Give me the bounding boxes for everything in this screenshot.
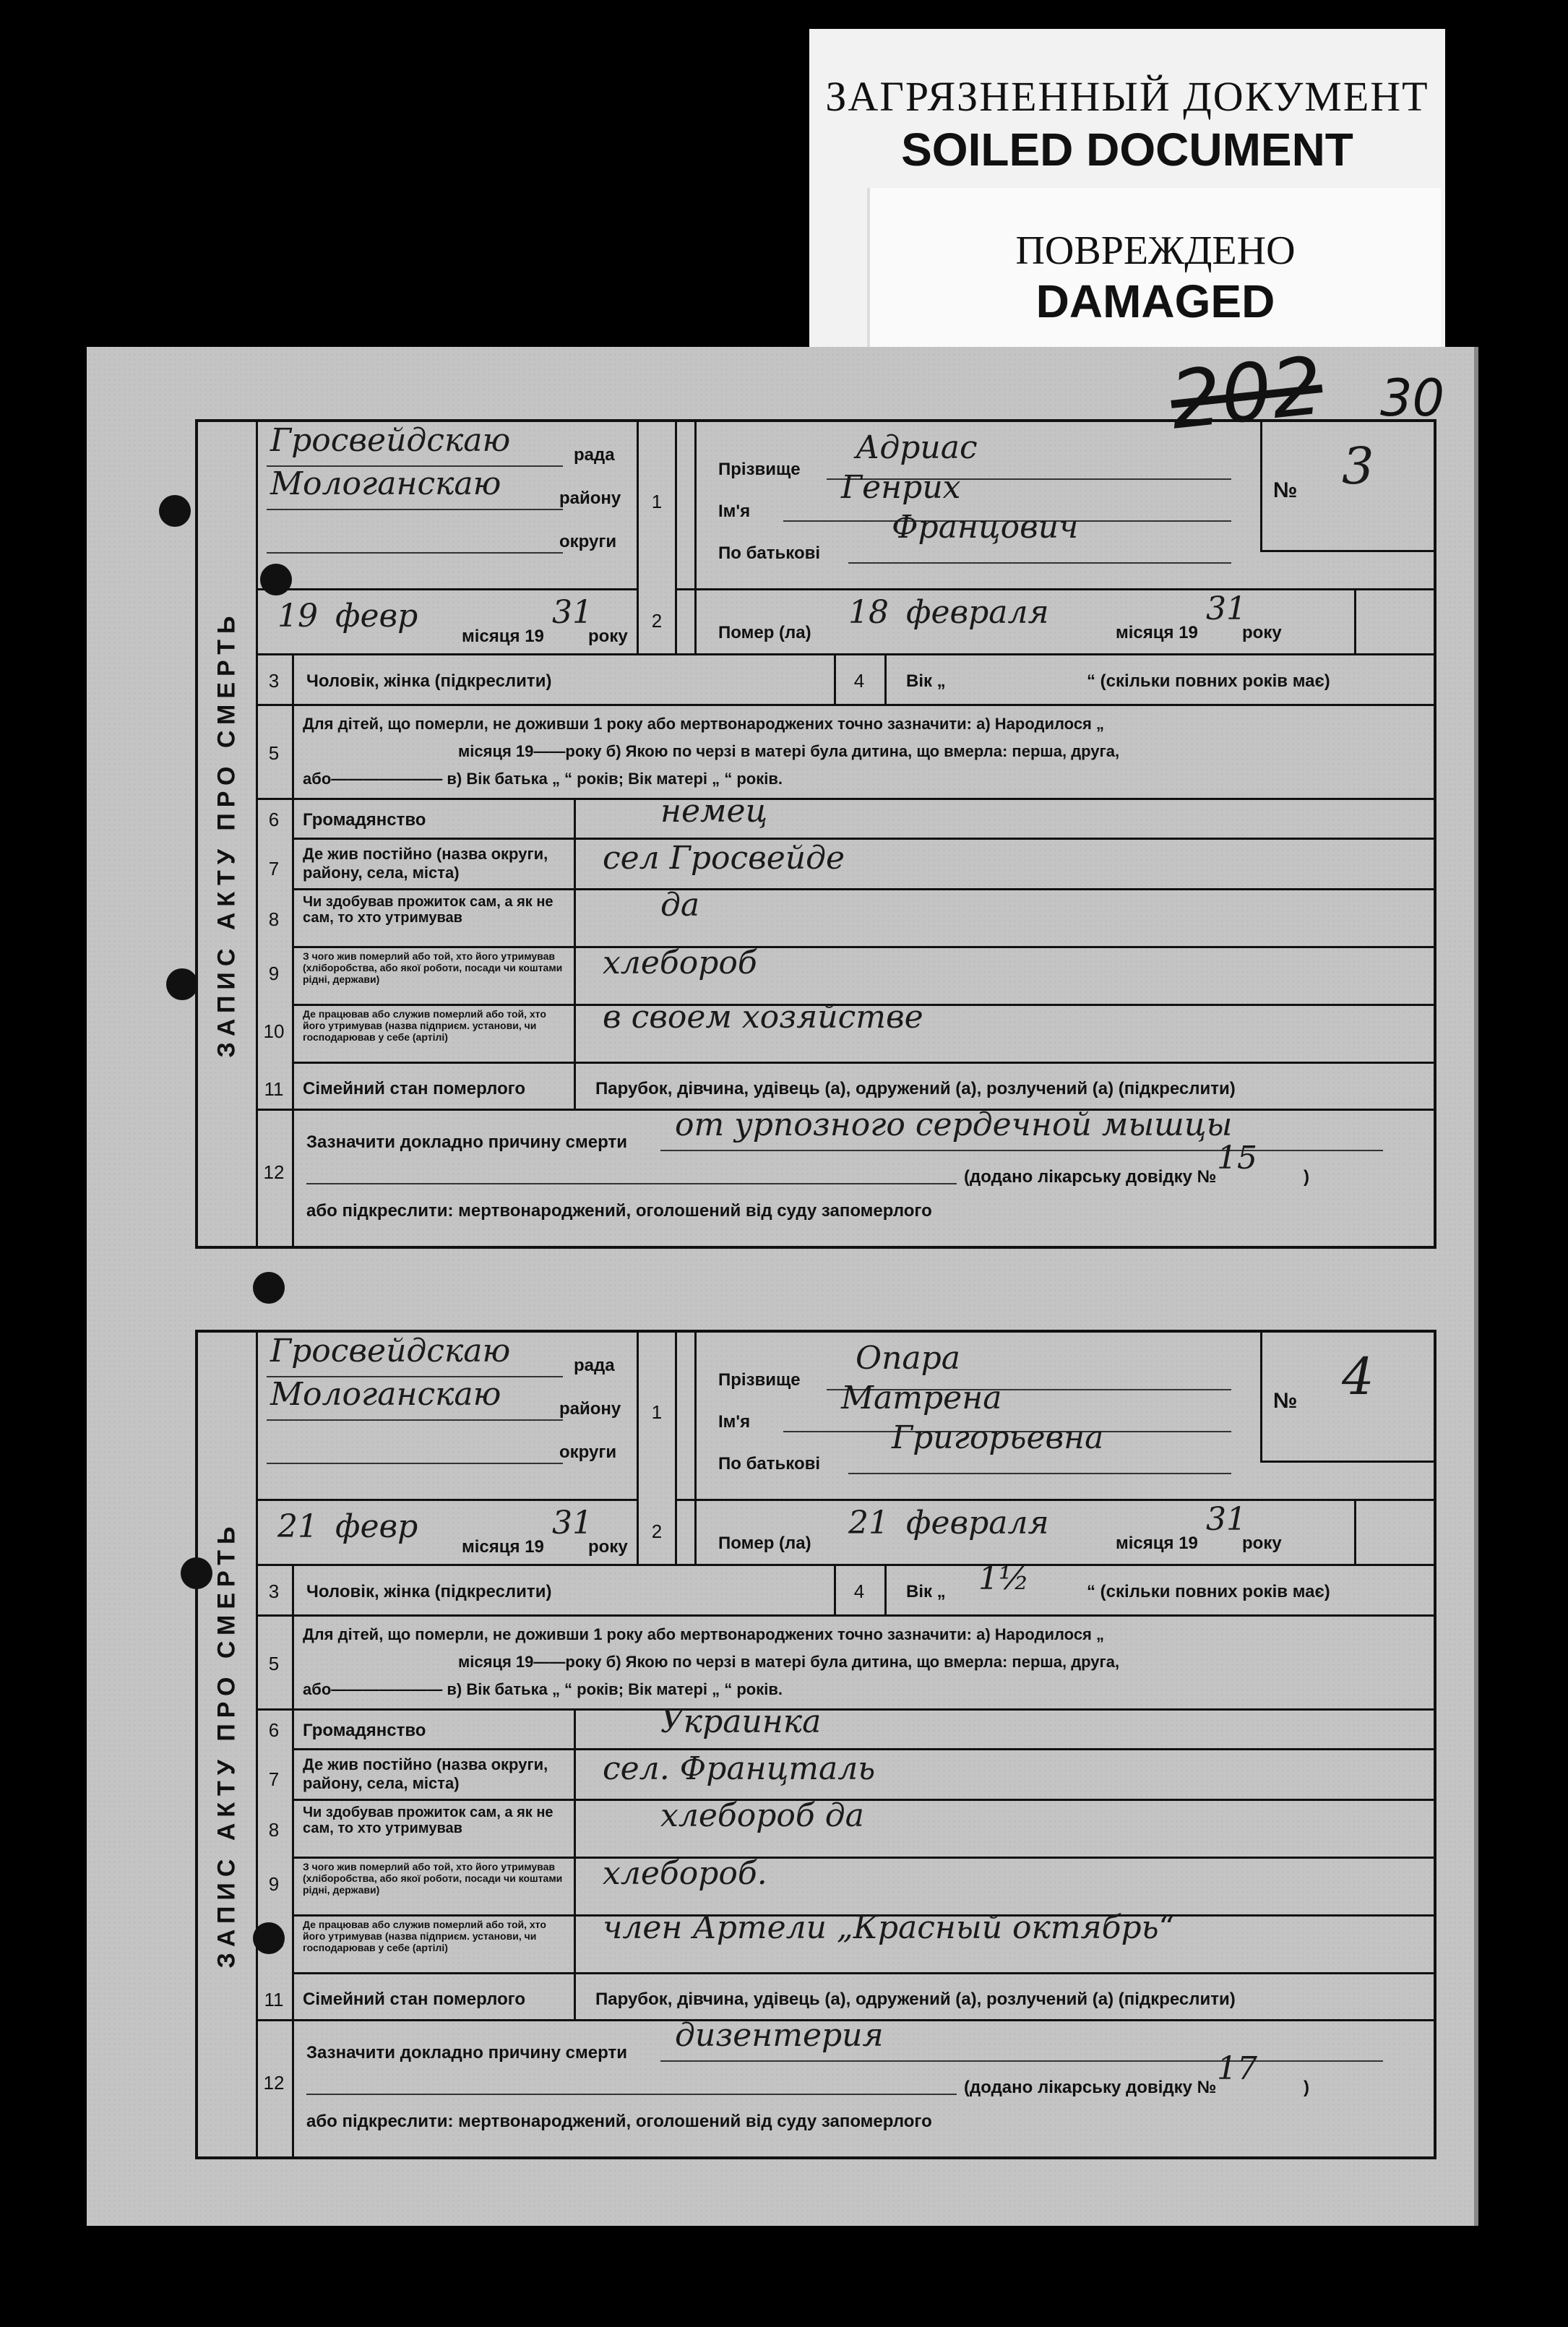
name-label: Ім'я (718, 502, 751, 521)
patronymic-label: По батькові (718, 1454, 821, 1474)
registration-date (256, 588, 639, 653)
cert-label: (додано лікарську довідку № (964, 1167, 1217, 1187)
death-date (697, 1499, 1434, 1564)
name-block (697, 422, 1260, 588)
new-folio-number: 30 (1380, 369, 1445, 428)
damaged-label-en: DAMAGED (1035, 275, 1275, 327)
record-number-box (1260, 1333, 1434, 1463)
row-number: 3 (268, 1580, 280, 1602)
registry-place-block (256, 422, 639, 588)
cert-number-handwritten: 15 (1217, 1140, 1257, 1177)
punch-hole (166, 968, 198, 1000)
reg-year: 31 (552, 594, 593, 631)
cert-close-paren: ) (1304, 2078, 1309, 2097)
row-number: 12 (263, 2072, 285, 2094)
surname-handwritten: Опара (856, 1340, 961, 1377)
death-month-label: місяця 19 (1116, 1534, 1198, 1553)
citizenship-handwritten: немец (660, 793, 768, 830)
row-number: 9 (268, 963, 280, 984)
okrugy-label: округи (559, 532, 617, 551)
death-day: 21 (848, 1505, 889, 1541)
self-support-label: Чи здобував прожиток сам, а як не сам, то хто утримував (303, 894, 553, 926)
family-status-options: Парубок, дівчина, удівець (а), одружений (а), розлучений (а) (підкреслити) (595, 1079, 1236, 1098)
death-year-label: року (1242, 1534, 1282, 1553)
name-block (697, 1333, 1260, 1499)
row-number: 8 (268, 1819, 280, 1841)
age-label: Вік „ (906, 1582, 946, 1601)
row-number: 2 (651, 610, 663, 632)
self-support-handwritten: хлебороб да (660, 1797, 864, 1834)
reg-day: 19 (277, 598, 318, 635)
sex-age-row (256, 1560, 1434, 1614)
family-status-options: Парубок, дівчина, удівець (а), одружений (а), розлучений (а) (підкреслити) (595, 1990, 1236, 2009)
death-year-label: року (1242, 623, 1282, 642)
registry-place-block (256, 1333, 639, 1499)
row-number: 10 (263, 1020, 285, 1042)
infant-line-3: або——————— в) Вік батька „ “ років; Вік матері „ “ років. (303, 770, 783, 788)
death-month: февраля (906, 594, 1049, 631)
record-number-label: № (1273, 1389, 1298, 1413)
row-number: 10 (263, 1931, 285, 1953)
row-number: 1 (651, 491, 663, 512)
damaged-label-ru: ПОВРЕЖДЕНО (1015, 228, 1296, 273)
details-block (256, 793, 1434, 1109)
citizenship-label: Громадянство (303, 810, 426, 830)
sex-label: Чоловік, жінка (підкреслити) (306, 1582, 552, 1601)
infant-line-2: місяця 19——року б) Якою по черзі в матері була дитина, що вмерла: перша, друга, (458, 742, 1120, 760)
row-number: 1 (651, 1401, 663, 1423)
row-number: 7 (268, 1768, 280, 1790)
livelihood-label: З чого жив померлий або той, хто його утримував (хліборобства, або якої роботи, посади чи коштами рідні, держави) (303, 950, 563, 985)
patronymic-handwritten: Францович (892, 509, 1079, 546)
rayon-label: району (559, 1399, 621, 1419)
death-month-label: місяця 19 (1116, 623, 1198, 642)
surname-handwritten: Адриас (856, 429, 978, 466)
row-number: 7 (268, 858, 280, 879)
death-year: 31 (1206, 1501, 1246, 1538)
sex-age-row (256, 653, 1434, 704)
row-number: 4 (853, 670, 865, 692)
age-label: Вік „ (906, 671, 946, 691)
side-title-column (198, 1333, 258, 2156)
row-number: 11 (264, 1078, 284, 1100)
registration-date (256, 1499, 639, 1564)
reg-year: 31 (552, 1505, 593, 1541)
rayon-handwritten: Мологанскаю (270, 465, 501, 502)
reg-year-label: року (588, 627, 628, 646)
side-title: ЗАПИС АКТУ ПРО СМЕРТЬ (212, 1520, 241, 1969)
death-month: февраля (906, 1505, 1049, 1541)
residence-handwritten: сел Гросвейде (603, 840, 845, 877)
old-folio-number: 202 (1166, 339, 1327, 447)
infant-line-3: або——————— в) Вік батька „ “ років; Вік матері „ “ років. (303, 1680, 783, 1698)
livelihood-handwritten: хлебороб (603, 945, 757, 981)
workplace-label: Де працював або служив померлий або той, хто його утримував (назва підприєм. установи, чи господарював у себе (артілі) (303, 1008, 546, 1043)
soiled-label-ru: ЗАГРЯЗНЕННЫЙ ДОКУМЕНТ (825, 73, 1429, 120)
surname-label: Прізвище (718, 460, 801, 479)
infant-line-1: Для дітей, що померли, не доживши 1 року або мертвонароджених точно зазначити: а) Народилося „ (303, 1625, 1105, 1643)
reg-year-label: року (588, 1537, 628, 1557)
rayon-handwritten: Мологанскаю (270, 1376, 501, 1413)
name-label: Ім'я (718, 1412, 751, 1432)
cause-label: Зазначити докладно причину смерти (306, 2043, 627, 2063)
death-year: 31 (1206, 590, 1246, 627)
family-status-label: Сімейний стан померлого (303, 1990, 526, 2009)
record-number-handwritten: 4 (1342, 1347, 1374, 1406)
side-title-column (198, 422, 258, 1246)
name-handwritten: Матрена (841, 1380, 1002, 1416)
livelihood-handwritten: хлебороб. (603, 1855, 767, 1892)
citizenship-handwritten: Украинка (660, 1703, 822, 1740)
death-record-form-2 (195, 1330, 1436, 2159)
side-title: ЗАПИС АКТУ ПРО СМЕРТЬ (212, 610, 241, 1058)
age-suffix: “ (скільки повних років має) (1087, 1582, 1330, 1601)
row-number: 2 (651, 1520, 663, 1542)
workplace-label: Де працював або служив померлий або той, хто його утримував (назва підприєм. установи, чи господарював у себе (артілі) (303, 1919, 546, 1953)
record-number-label: № (1273, 478, 1298, 502)
row-number: 3 (268, 670, 280, 692)
record-number-handwritten: 3 (1342, 436, 1374, 496)
workplace-handwritten: в своем хозяйстве (603, 999, 923, 1036)
cert-close-paren: ) (1304, 1167, 1309, 1187)
residence-handwritten: сел. Францталь (603, 1750, 876, 1787)
reg-day: 21 (277, 1508, 318, 1545)
rayon-label: району (559, 489, 621, 508)
row-number: 11 (264, 1989, 284, 2010)
row-number: 6 (268, 809, 280, 830)
or-mark-label: або підкреслити: мертвонароджений, оголошений від суду запомерлого (306, 1201, 932, 1221)
rada-label: рада (574, 1356, 615, 1375)
row-number: 8 (268, 908, 280, 930)
citizenship-label: Громадянство (303, 1721, 426, 1740)
or-mark-label: або підкреслити: мертвонароджений, оголошений від суду запомерлого (306, 2112, 932, 2131)
reg-month-label: місяця 19 (462, 627, 544, 646)
self-support-handwritten: да (660, 887, 700, 924)
row-number: 12 (263, 1161, 285, 1183)
reg-month: февр (335, 1508, 418, 1545)
sex-label: Чоловік, жінка (підкреслити) (306, 671, 552, 691)
death-record-form-1 (195, 419, 1436, 1249)
infant-row (256, 1614, 1434, 1708)
patronymic-label: По батькові (718, 543, 821, 563)
infant-line-1: Для дітей, що померли, не доживши 1 року або мертвонароджених точно зазначити: а) Народилося „ (303, 715, 1105, 733)
row-number: 9 (268, 1873, 280, 1895)
infant-line-2: місяця 19——року б) Якою по черзі в матері була дитина, що вмерла: перша, друга, (458, 1653, 1120, 1671)
reg-month-label: місяця 19 (462, 1537, 544, 1557)
cause-handwritten: дизентерия (675, 2017, 884, 2054)
rada-handwritten: Гросвейдскаю (270, 1333, 511, 1369)
okrugy-label: округи (559, 1442, 617, 1462)
name-handwritten: Генрих (841, 469, 961, 506)
rada-handwritten: Гросвейдскаю (270, 422, 511, 459)
soiled-label-en: SOILED DOCUMENT (901, 124, 1353, 176)
age-suffix: “ (скільки повних років має) (1087, 671, 1330, 691)
cert-number-handwritten: 17 (1217, 2050, 1257, 2087)
row-number: 5 (268, 742, 280, 764)
cert-label: (додано лікарську довідку № (964, 2078, 1217, 2097)
row-number: 6 (268, 1719, 280, 1741)
death-day: 18 (848, 594, 889, 631)
patronymic-handwritten: Григорьевна (892, 1419, 1104, 1456)
surname-label: Прізвище (718, 1370, 801, 1390)
record-number-box (1260, 422, 1434, 552)
rada-label: рада (574, 445, 615, 465)
damaged-stamp (867, 188, 1441, 369)
age-handwritten: 1½ (978, 1560, 1030, 1597)
cause-label: Зазначити докладно причину смерти (306, 1132, 627, 1152)
family-status-label: Сімейний стан померлого (303, 1079, 526, 1098)
details-block (256, 1703, 1434, 2019)
cause-handwritten: от урпозного сердечной мышцы (675, 1106, 1233, 1143)
infant-row (256, 704, 1434, 798)
self-support-label: Чи здобував прожиток сам, а як не сам, то хто утримував (303, 1805, 553, 1836)
livelihood-label: З чого жив померлий або той, хто його утримував (хліборобства, або якої роботи, посади чи коштами рідні, держави) (303, 1861, 563, 1896)
punch-hole (159, 495, 191, 527)
row-number: 4 (853, 1580, 865, 1602)
workplace-handwritten: член Артели „Красный октябрь“ (603, 1909, 1176, 1946)
reg-month: февр (335, 598, 418, 635)
punch-hole (253, 1272, 285, 1304)
cause-row (256, 2019, 1434, 2156)
died-label: Помер (ла) (718, 1534, 811, 1553)
death-date (697, 588, 1434, 653)
residence-label: Де жив постійно (назва округи, району, села, міста) (303, 845, 548, 882)
residence-label: Де жив постійно (назва округи, району, села, міста) (303, 1755, 548, 1792)
row-number: 5 (268, 1653, 280, 1674)
died-label: Помер (ла) (718, 623, 811, 642)
cause-row (256, 1106, 1434, 1246)
